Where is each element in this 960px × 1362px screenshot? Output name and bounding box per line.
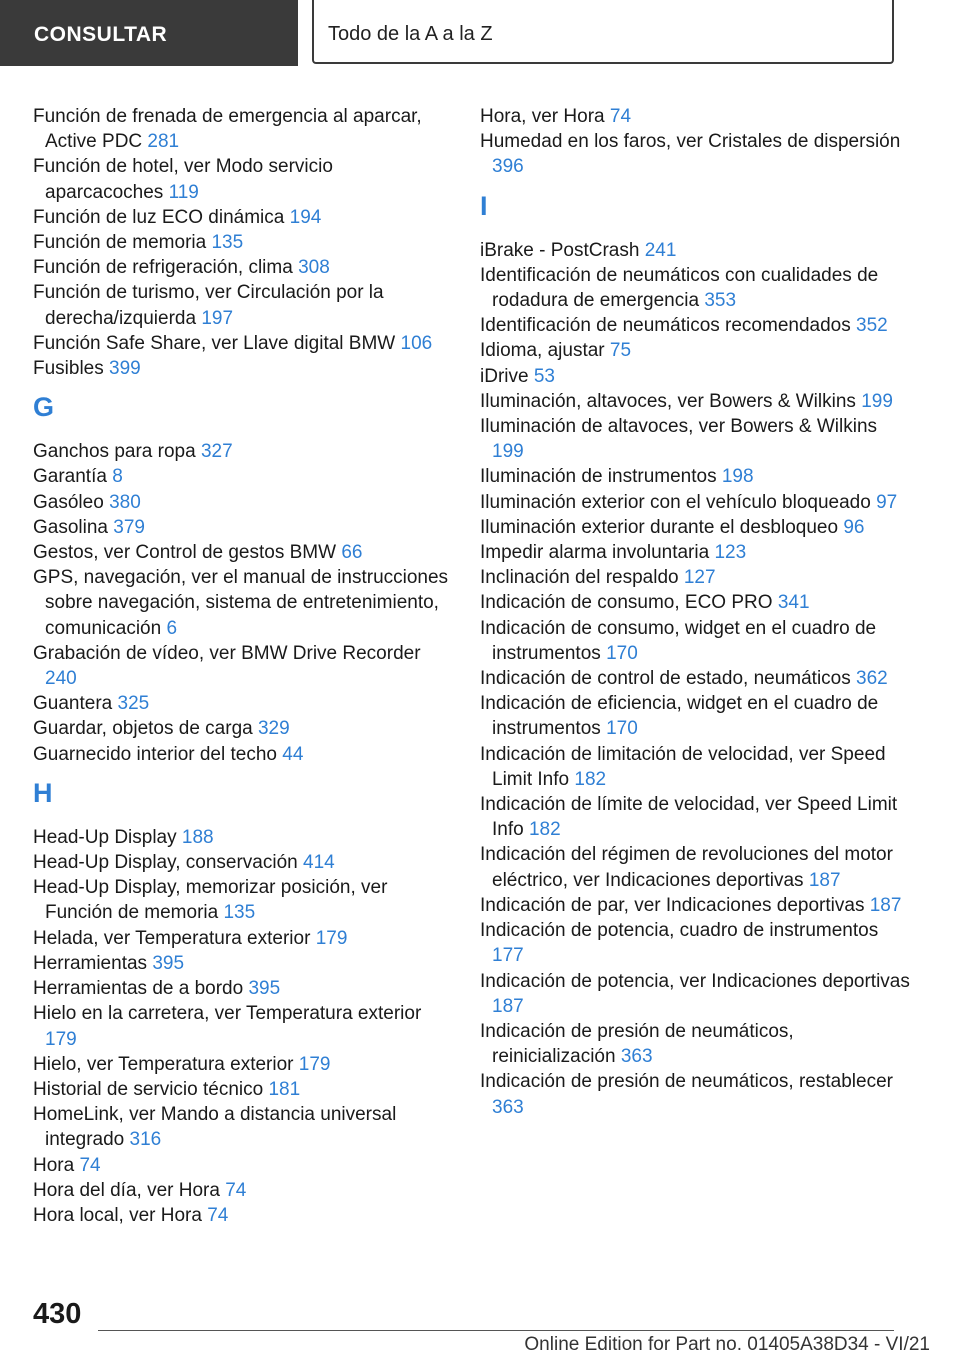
index-entry-term: Ganchos para ropa	[33, 441, 196, 463]
page-reference-link[interactable]: 96	[843, 516, 865, 538]
index-entry	[480, 742, 910, 792]
page-reference-link[interactable]: 380	[109, 491, 141, 513]
index-entry-term: Iluminación exterior durante el desbloqueo	[480, 516, 839, 538]
index-entry	[33, 1077, 451, 1102]
index-entry-term: Función de turismo, ver Circulación por la derecha/izquierda	[33, 282, 384, 329]
page-reference-link[interactable]: 281	[147, 131, 180, 153]
index-entry-term: HomeLink, ver Mando a distancia universal integrado	[33, 1104, 397, 1151]
page-reference-link[interactable]: 74	[79, 1154, 101, 1176]
index-entry-term: Indicación de límite de velocidad, ver Speed Limit Info	[480, 794, 898, 841]
index-entry-term: Función de refrigeración, clima	[33, 257, 293, 279]
index-entry-term: Guarnecido interior del techo	[33, 743, 277, 765]
page-reference-link[interactable]: 363	[620, 1046, 653, 1068]
index-column-left	[33, 104, 451, 1228]
index-entry	[33, 1178, 451, 1203]
page-reference-link[interactable]: 316	[129, 1129, 162, 1151]
page-reference-link[interactable]: 341	[777, 592, 810, 614]
index-entry	[480, 238, 910, 263]
page-reference-link[interactable]: 329	[257, 718, 290, 740]
index-entry-term: Idioma, ajustar	[480, 340, 605, 362]
index-entry	[33, 464, 451, 489]
index-entry-term: Gasóleo	[33, 491, 104, 513]
index-entry-term: Hora local, ver Hora	[33, 1204, 202, 1226]
index-entry-term: Guardar, objetos de carga	[33, 718, 253, 740]
page-reference-link[interactable]: 395	[152, 952, 185, 974]
index-entry-term: Función de memoria	[33, 232, 207, 254]
index-entry	[480, 338, 910, 363]
index-letter-heading: I	[480, 190, 488, 221]
page-reference-link[interactable]: 188	[181, 826, 214, 848]
page-reference-link[interactable]: 6	[166, 617, 178, 639]
index-entry	[480, 540, 910, 565]
section-tab[interactable]: CONSULTAR	[0, 0, 298, 66]
index-entry	[480, 389, 910, 414]
index-entry	[480, 893, 910, 918]
index-entry	[480, 129, 910, 179]
index-entry-term: Gestos, ver Control de gestos BMW	[33, 542, 337, 564]
index-entry-term: Indicación de consumo, ECO PRO	[480, 592, 773, 614]
index-entry-term: Indicación de potencia, ver Indicaciones deportivas	[480, 970, 910, 992]
index-entry-term: Herramientas de a bordo	[33, 978, 244, 1000]
page-reference-link[interactable]: 194	[289, 206, 322, 228]
page-reference-link[interactable]: 198	[721, 466, 754, 488]
index-entry	[33, 1102, 451, 1152]
index-entry-term: Indicación de presión de neumáticos, reinicialización	[480, 1020, 794, 1068]
index-entry-term: Iluminación, altavoces, ver Bowers & Wilkins	[480, 390, 856, 412]
index-entry-term: Función Safe Share, ver Llave digital BMW	[33, 332, 396, 354]
page-reference-link[interactable]: 199	[861, 390, 893, 412]
index-entry	[33, 565, 451, 641]
index-entry	[33, 641, 451, 691]
page-reference-link[interactable]: 353	[704, 290, 737, 312]
index-entry	[480, 1069, 910, 1119]
page-reference-link[interactable]: 106	[400, 332, 433, 354]
page-reference-link[interactable]: 179	[315, 927, 348, 949]
index-entry	[33, 1052, 451, 1077]
page-reference-link[interactable]: 74	[609, 106, 632, 127]
index-entry	[33, 716, 451, 741]
index-entry	[480, 263, 910, 313]
index-entry-term: Iluminación de altavoces, ver Bowers & Wilkins	[480, 416, 878, 438]
page-reference-link[interactable]: 399	[109, 358, 141, 380]
index-entry-term: Head-Up Display, memorizar posición, ver Función de memoria	[33, 877, 388, 924]
page-reference-link[interactable]: 135	[223, 902, 256, 924]
page-reference-link[interactable]: 187	[808, 869, 841, 891]
index-entry	[480, 616, 910, 666]
index-entry-term: Iluminación exterior con el vehículo bloqueado	[480, 491, 871, 513]
index-entry	[33, 154, 451, 204]
index-entry	[33, 439, 451, 464]
page-reference-link[interactable]: 44	[282, 743, 304, 765]
index-entry-term: Indicación de limitación de velocidad, ver Speed Limit Info	[480, 743, 886, 790]
page-reference-link[interactable]: 135	[211, 232, 244, 254]
index-entry	[33, 280, 451, 330]
index-entry-term: Indicación de control de estado, neumáticos	[480, 668, 851, 690]
index-entry	[480, 464, 910, 489]
index-entry	[33, 230, 451, 255]
page-reference-link[interactable]: 127	[683, 567, 716, 589]
index-entry	[480, 969, 910, 1019]
page-reference-link[interactable]: 379	[113, 516, 145, 538]
page-reference-link[interactable]: 241	[644, 239, 677, 261]
index-entry-term: Identificación de neumáticos recomendados	[480, 315, 851, 337]
page-reference-link[interactable]: 187	[492, 995, 524, 1017]
page-reference-link[interactable]: 327	[200, 441, 233, 463]
page-reference-link[interactable]: 177	[492, 945, 524, 967]
index-entry	[480, 364, 910, 389]
index-entry-term: Gasolina	[33, 516, 108, 538]
index-entry	[480, 313, 910, 338]
index-entry	[33, 875, 451, 925]
page-reference-link[interactable]: 325	[117, 693, 150, 715]
index-letter-heading: G	[33, 392, 55, 423]
index-entry-term: Impedir alarma involuntaria	[480, 542, 710, 564]
index-entry-term: Indicación de potencia, cuadro de instrumentos	[480, 920, 879, 942]
page-reference-link[interactable]: 66	[341, 542, 363, 564]
index-entry	[480, 842, 910, 892]
index-entry	[480, 565, 910, 590]
index-entry	[480, 590, 910, 615]
page-reference-link[interactable]: 123	[714, 542, 747, 564]
index-entry-term: Inclinación del respaldo	[480, 567, 679, 589]
index-entry	[33, 540, 451, 565]
page-reference-link[interactable]: 187	[869, 894, 902, 916]
index-entry-term: Indicación del régimen de revoluciones del motor eléctrico, ver Indicaciones deportivas	[480, 844, 893, 891]
index-entry	[480, 666, 910, 691]
index-entry-term: Head-Up Display, conservación	[33, 852, 298, 874]
page-reference-link[interactable]: 199	[492, 441, 524, 463]
index-entry	[480, 792, 910, 842]
page-reference-link[interactable]: 414	[303, 852, 335, 874]
index-entry	[33, 205, 451, 230]
index-entry-term: Hora del día, ver Hora	[33, 1179, 220, 1201]
footer-divider	[98, 1330, 894, 1331]
page-reference-link[interactable]: 53	[533, 365, 555, 387]
index-entry-term: Herramientas	[33, 952, 148, 974]
index-entry	[33, 926, 451, 951]
index-entry	[33, 104, 451, 154]
index-entry-term: Hielo en la carretera, ver Temperatura exterior	[33, 1003, 422, 1025]
page-reference-link[interactable]: 182	[528, 819, 561, 841]
page-reference-link[interactable]: 362	[856, 668, 888, 690]
index-entry	[33, 976, 451, 1001]
index-entry	[33, 490, 451, 515]
index-entry-term: Historial de servicio técnico	[33, 1078, 264, 1100]
index-entry-term: Indicación de eficiencia, widget en el cuadro de instrumentos	[480, 693, 879, 740]
page-reference-link[interactable]: 74	[225, 1179, 247, 1201]
index-column-right	[480, 104, 910, 1120]
page-header	[0, 0, 960, 66]
index-entry-term: iBrake - PostCrash	[480, 239, 640, 261]
index-entry-term: Iluminación de instrumentos	[480, 466, 717, 488]
index-entry-term: iDrive	[480, 365, 529, 387]
index-entry	[33, 1001, 451, 1051]
page-reference-link[interactable]: 179	[298, 1053, 331, 1075]
index-entry-term: Fusibles	[33, 358, 104, 380]
index-entry	[33, 331, 451, 356]
index-entry-term: Humedad en los faros, ver Cristales de dispersión	[480, 131, 901, 153]
page-reference-link[interactable]: 363	[492, 1096, 524, 1118]
index-entry	[480, 1019, 910, 1069]
index-entry-term: Función de frenada de emergencia al aparcar, Active PDC	[33, 106, 422, 153]
index-entry	[480, 918, 910, 968]
page-reference-link[interactable]: 396	[492, 156, 524, 178]
page-number: 430	[33, 1298, 82, 1330]
index-entry-term: Hora	[33, 1154, 75, 1176]
index-entry-term: Guantera	[33, 693, 113, 715]
index-entry	[480, 104, 910, 129]
page-reference-link[interactable]: 179	[45, 1028, 77, 1050]
index-entry-term: Indicación de par, ver Indicaciones deportivas	[480, 894, 865, 916]
index-entry	[480, 515, 910, 540]
index-entry	[480, 691, 910, 741]
index-entry-term: Hielo, ver Temperatura exterior	[33, 1053, 294, 1075]
index-entry	[33, 255, 451, 280]
index-entry-term: Indicación de presión de neumáticos, restablecer	[480, 1071, 893, 1093]
index-entry	[480, 414, 910, 464]
index-entry-term: Garantía	[33, 466, 107, 488]
page-reference-link[interactable]: 74	[207, 1204, 229, 1226]
page-reference-link[interactable]: 8	[112, 466, 123, 488]
index-entry	[33, 1153, 451, 1178]
index-entry-term: Función de hotel, ver Modo servicio aparcacoches	[33, 156, 333, 203]
edition-note: Online Edition for Part no. 01405A38D34 - VI/21	[524, 1334, 930, 1355]
index-entry-term: Hora, ver Hora	[480, 106, 605, 127]
index-entry	[33, 356, 451, 381]
page-reference-link[interactable]: 75	[609, 340, 632, 362]
page-reference-link[interactable]: 352	[856, 315, 888, 337]
index-entry-term: GPS, navegación, ver el manual de instrucciones sobre navegación, sistema de entretenimiento, comunicación	[33, 567, 449, 639]
index-entry	[33, 850, 451, 875]
index-entry	[33, 951, 451, 976]
index-entry-term: Head-Up Display	[33, 826, 177, 848]
page-reference-link[interactable]: 197	[201, 307, 234, 329]
index-entry	[33, 742, 451, 767]
index-entry	[480, 490, 910, 515]
index-entry	[33, 825, 451, 850]
index-entry-term: Indicación de consumo, widget en el cuadro de instrumentos	[480, 617, 877, 664]
index-entry-term: Grabación de vídeo, ver BMW Drive Recorder	[33, 642, 421, 664]
index-entry	[33, 1203, 451, 1228]
index-entry-term: Identificación de neumáticos con cualidades de rodadura de emergencia	[480, 264, 879, 312]
index-entry-term: Helada, ver Temperatura exterior	[33, 927, 311, 949]
chapter-title: Todo de la A a la Z	[312, 0, 894, 64]
page-reference-link[interactable]: 395	[248, 978, 281, 1000]
index-entry-term: Función de luz ECO dinámica	[33, 206, 285, 228]
page-reference-link[interactable]: 97	[876, 491, 898, 513]
page-reference-link[interactable]: 119	[168, 181, 199, 203]
page-reference-link[interactable]: 170	[606, 642, 638, 664]
index-letter-heading: H	[33, 777, 53, 808]
page-reference-link[interactable]: 240	[45, 668, 77, 690]
page-reference-link[interactable]: 308	[298, 257, 330, 279]
page-reference-link[interactable]: 181	[268, 1078, 301, 1100]
page-reference-link[interactable]: 170	[606, 718, 638, 740]
index-entry	[33, 515, 451, 540]
page-reference-link[interactable]: 182	[574, 768, 607, 790]
index-entry	[33, 691, 451, 716]
